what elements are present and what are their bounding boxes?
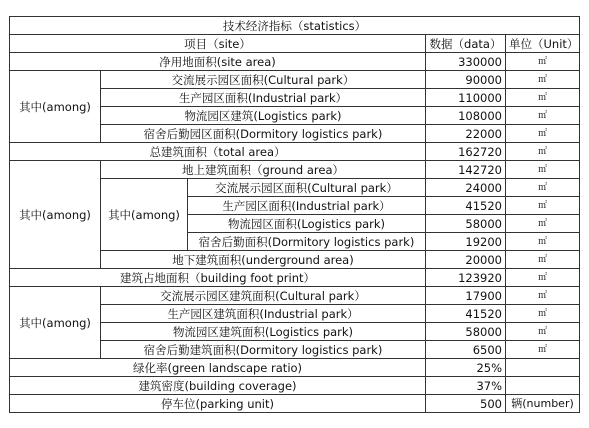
row-unit: ㎡ xyxy=(506,179,580,197)
row-unit: ㎡ xyxy=(506,233,580,251)
table-row xyxy=(10,161,580,179)
row-unit xyxy=(506,359,580,377)
row-label: 建筑密度(building coverage) xyxy=(10,377,426,395)
row-value: 17900 xyxy=(426,287,506,305)
row-value: 20000 xyxy=(426,251,506,269)
row-value: 90000 xyxy=(426,71,506,89)
among-label: 其中(among) xyxy=(10,71,101,143)
row-value: 123920 xyxy=(426,269,506,287)
header-item: 项目（site） xyxy=(10,35,426,53)
row-value: 41520 xyxy=(426,305,506,323)
row-unit: ㎡ xyxy=(506,341,580,359)
row-unit xyxy=(506,377,580,395)
row-label: 地下建筑面积(underground area) xyxy=(101,251,426,269)
row-unit: ㎡ xyxy=(506,269,580,287)
row-label: 宿舍后勤园区面积(Dormitory logistics park) xyxy=(101,125,426,143)
row-label: 建筑占地面积（building foot print） xyxy=(10,269,426,287)
row-unit: ㎡ xyxy=(506,161,580,179)
row-value: 24000 xyxy=(426,179,506,197)
row-value: 110000 xyxy=(426,89,506,107)
row-label: 物流园区建筑(Logistics park) xyxy=(101,107,426,125)
row-label: 绿化率(green landscape ratio) xyxy=(10,359,426,377)
row-unit: ㎡ xyxy=(506,215,580,233)
row-label: 宿舍后勤面积(Dormitory logistics park) xyxy=(188,233,426,251)
row-label: 生产园区面积(Industrial park） xyxy=(101,89,426,107)
among-label: 其中(among) xyxy=(101,179,188,251)
table-row xyxy=(10,53,580,71)
row-unit: 辆(number) xyxy=(506,395,580,413)
row-label: 停车位(parking unit) xyxy=(10,395,426,413)
row-label: 总建筑面积（total area） xyxy=(10,143,426,161)
row-value: 41520 xyxy=(426,197,506,215)
row-unit: ㎡ xyxy=(506,287,580,305)
row-label: 交流展示园区面积(Cultural park） xyxy=(101,71,426,89)
table-title: 技术经济指标（statistics） xyxy=(10,17,580,35)
row-unit: ㎡ xyxy=(506,305,580,323)
row-value: 22000 xyxy=(426,125,506,143)
row-label: 交流展示园区建筑面积(Cultural park） xyxy=(101,287,426,305)
row-value: 37% xyxy=(426,377,506,395)
row-unit: ㎡ xyxy=(506,53,580,71)
table-row xyxy=(10,359,580,377)
row-unit: ㎡ xyxy=(506,197,580,215)
header-data: 数据（data） xyxy=(426,35,506,53)
row-value: 19200 xyxy=(426,233,506,251)
row-value: 25% xyxy=(426,359,506,377)
table-row xyxy=(10,143,580,161)
table-row xyxy=(10,71,580,89)
table-row xyxy=(10,395,580,413)
row-label: 净用地面积(site area) xyxy=(10,53,426,71)
row-unit: ㎡ xyxy=(506,125,580,143)
table-row xyxy=(10,269,580,287)
row-value: 142720 xyxy=(426,161,506,179)
row-unit: ㎡ xyxy=(506,89,580,107)
title-row xyxy=(10,17,580,35)
row-unit: ㎡ xyxy=(506,107,580,125)
row-unit: ㎡ xyxy=(506,71,580,89)
statistics-table xyxy=(9,16,580,413)
among-label: 其中(among) xyxy=(10,161,101,269)
row-value: 108000 xyxy=(426,107,506,125)
row-value: 6500 xyxy=(426,341,506,359)
row-unit: ㎡ xyxy=(506,143,580,161)
row-unit: ㎡ xyxy=(506,323,580,341)
row-value: 58000 xyxy=(426,323,506,341)
row-unit: ㎡ xyxy=(506,251,580,269)
row-label: 生产园区建筑面积(Industrial park） xyxy=(101,305,426,323)
row-label: 宿舍后勤建筑面积(Dormitory logistics park) xyxy=(101,341,426,359)
row-value: 500 xyxy=(426,395,506,413)
row-label: 地上建筑面积（ground area） xyxy=(101,161,426,179)
row-value: 330000 xyxy=(426,53,506,71)
row-label: 交流展示园区面积(Cultural park） xyxy=(188,179,426,197)
header-unit: 单位（Unit） xyxy=(506,35,580,53)
row-value: 58000 xyxy=(426,215,506,233)
row-label: 物流园区面积(Logistics park) xyxy=(188,215,426,233)
table-row xyxy=(10,377,580,395)
row-label: 物流园区建筑面积(Logistics park) xyxy=(101,323,426,341)
header-row xyxy=(10,35,580,53)
table-row xyxy=(10,287,580,305)
row-label: 生产园区面积(Industrial park） xyxy=(188,197,426,215)
among-label: 其中(among) xyxy=(10,287,101,359)
row-value: 162720 xyxy=(426,143,506,161)
